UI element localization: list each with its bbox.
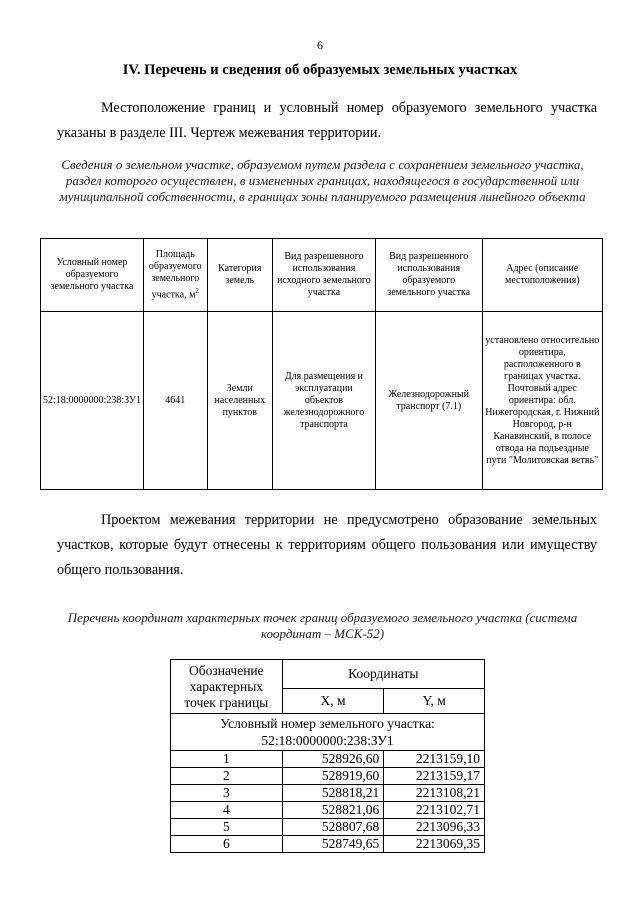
caption-land-info: Сведения о земельном участке, образуемом путем раздела с сохранением земельного участка, раздел которого осуществлен, в измененных границах, находящегося в государственной или муниципальной собственности, в границах зоны планируемого размещения линейного объекта <box>59 157 586 204</box>
header-y: Y, м <box>384 689 485 714</box>
point-number: 5 <box>171 819 283 836</box>
page-number: 6 <box>317 38 323 52</box>
coord-x: 528749,65 <box>282 836 384 853</box>
coord-row <box>171 802 485 819</box>
coord-y: 2213102,71 <box>384 802 485 819</box>
point-number: 6 <box>171 836 283 853</box>
header-new-use: Вид разрешенного использования образуемого земельного участка <box>375 239 482 312</box>
coord-x: 528919,60 <box>282 768 384 785</box>
coord-plot-label-row <box>171 714 485 751</box>
coord-x: 528818,21 <box>282 785 384 802</box>
land-table-header-row <box>41 239 603 312</box>
coord-y: 2213108,21 <box>384 785 485 802</box>
coord-row <box>171 836 485 853</box>
cell-plot-area: 4641 <box>143 312 207 490</box>
coord-row <box>171 819 485 836</box>
coord-rows <box>171 751 485 853</box>
coord-x: 528926,60 <box>282 751 384 768</box>
coordinates-table <box>170 659 485 853</box>
coord-x: 528821,06 <box>282 802 384 819</box>
coord-row <box>171 751 485 768</box>
coord-row <box>171 785 485 802</box>
coord-y: 2213069,35 <box>384 836 485 853</box>
land-plot-table <box>40 238 603 490</box>
caption-coordinates: Перечень координат характерных точек границ образуемого земельного участка (система координат – МСК-52) <box>67 610 578 641</box>
cell-source-use: Для размещения и эксплуатации объектов железнодорожного транспорта <box>272 312 375 490</box>
section-title: IV. Перечень и сведения об образуемых земельных участках <box>122 62 518 78</box>
cell-new-use: Железнодорожный транспорт (7.1) <box>375 312 482 490</box>
coord-plot-label: Условный номер земельного участка: 52:18:0000000:238:ЗУ1 <box>171 714 485 751</box>
point-number: 3 <box>171 785 283 802</box>
header-source-use: Вид разрешенного использования исходного земельного участка <box>272 239 375 312</box>
header-coordinates: Координаты <box>282 660 484 689</box>
paragraph-location: Местоположение границ и условный номер образуемого земельного участка указаны в разделе III. Чертеж межевания территории. <box>57 100 597 141</box>
land-table-row <box>41 312 603 490</box>
header-land-category: Категория земель <box>207 239 272 312</box>
coord-header-row <box>171 660 485 689</box>
point-number: 4 <box>171 802 283 819</box>
cell-land-category: Земли населенных пунктов <box>207 312 272 490</box>
header-point-designation: Обозначение характерных точек границы <box>171 660 283 714</box>
point-number: 1 <box>171 751 283 768</box>
coord-y: 2213096,33 <box>384 819 485 836</box>
cell-plot-number: 52:18:0000000:238:ЗУ1 <box>41 312 144 490</box>
header-plot-number: Условный номер образуемого земельного участка <box>41 239 144 312</box>
point-number: 2 <box>171 768 283 785</box>
header-area-text: Площадь образуемого земельного участка, м <box>148 248 202 301</box>
header-address: Адрес (описание местоположения) <box>482 239 602 312</box>
coord-x: 528807,68 <box>282 819 384 836</box>
coord-y: 2213159,17 <box>384 768 485 785</box>
coord-y: 2213159,10 <box>384 751 485 768</box>
header-x: X, м <box>282 689 384 714</box>
header-plot-area <box>143 239 207 312</box>
cell-address: установлено относительно ориентира, расположенного в границах участка. Почтовый адрес ориентира: обл. Нижегородская, г. Нижний Новгород, р-н Канавинский, в полосе отвода на подъездные пути "Молитовская ветвь" <box>482 312 602 490</box>
coord-row <box>171 768 485 785</box>
header-area-superscript: 2 <box>195 286 199 295</box>
paragraph-public-use: Проектом межевания территории не предусмотрено образование земельных участков, которые будут отнесены к территориям общего пользования или имуществу общего пользования. <box>57 512 597 578</box>
